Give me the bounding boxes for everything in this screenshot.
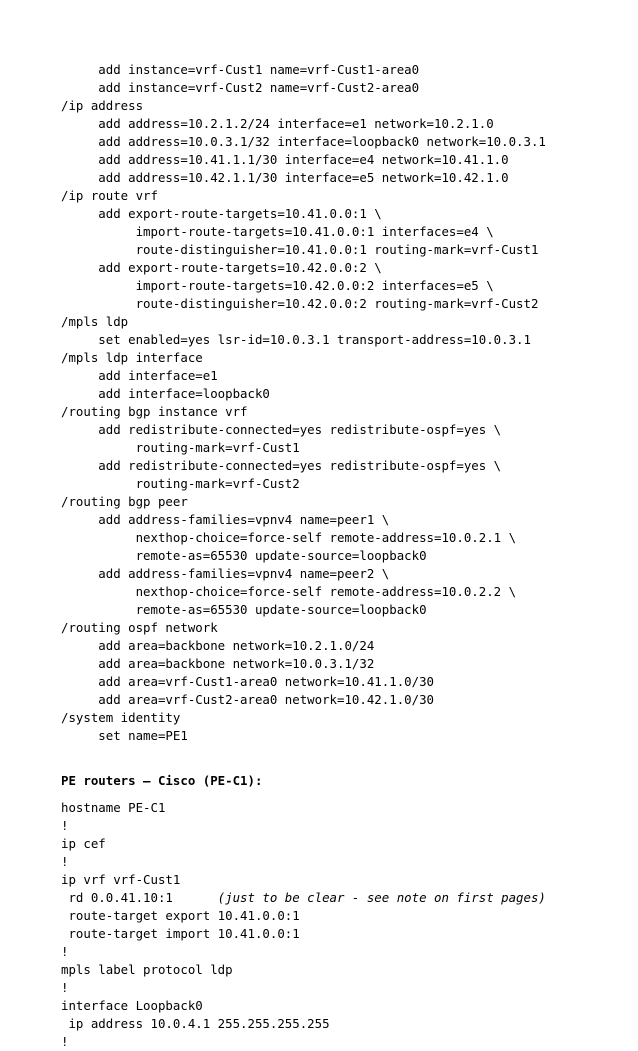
config-line: nexthop-choice=force-self remote-address=10.0.2.2 \ bbox=[61, 584, 517, 599]
config-line: add address-families=vpnv4 name=peer1 \ bbox=[61, 512, 390, 527]
config-line: route-distinguisher=10.41.0.0:1 routing-mark=vrf-Cust1 bbox=[61, 242, 539, 257]
config-line: /routing bgp instance vrf bbox=[61, 404, 248, 419]
rd-command: rd 0.0.41.10:1 bbox=[61, 890, 218, 905]
rd-note: (just to be clear - see note on first pages) bbox=[217, 890, 546, 905]
config-line: add address=10.2.1.2/24 interface=e1 network=10.2.1.0 bbox=[61, 116, 494, 131]
config-line: add area=vrf-Cust2-area0 network=10.42.1.0/30 bbox=[61, 692, 434, 707]
section-heading: PE routers – Cisco (PE-C1): bbox=[61, 773, 263, 788]
config-line: add address-families=vpnv4 name=peer2 \ bbox=[61, 566, 390, 581]
config-line: /mpls ldp bbox=[61, 314, 129, 329]
config-line: add export-route-targets=10.41.0.0:1 \ bbox=[61, 206, 382, 221]
config-line: routing-mark=vrf-Cust1 bbox=[61, 440, 300, 455]
config-line: remote-as=65530 update-source=loopback0 bbox=[61, 602, 427, 617]
config-line: interface Loopback0 bbox=[61, 998, 203, 1013]
config-line: mpls label protocol ldp bbox=[61, 962, 233, 977]
config-line: ! bbox=[61, 854, 69, 869]
config-line: /mpls ldp interface bbox=[61, 350, 203, 365]
config-line: route-distinguisher=10.42.0.0:2 routing-mark=vrf-Cust2 bbox=[61, 296, 539, 311]
config-line: routing-mark=vrf-Cust2 bbox=[61, 476, 300, 491]
config-line: /ip address bbox=[61, 98, 144, 113]
config-line: ip vrf vrf-Cust1 bbox=[61, 872, 181, 887]
config-line: add instance=vrf-Cust1 name=vrf-Cust1-area0 bbox=[61, 62, 420, 77]
config-line: add area=backbone network=10.0.3.1/32 bbox=[61, 656, 375, 671]
config-line: add address=10.42.1.1/30 interface=e5 network=10.42.1.0 bbox=[61, 170, 509, 185]
config-line: import-route-targets=10.41.0.0:1 interfaces=e4 \ bbox=[61, 224, 494, 239]
config-line: ! bbox=[61, 1034, 69, 1049]
config-line: nexthop-choice=force-self remote-address=10.0.2.1 \ bbox=[61, 530, 517, 545]
config-line: add address=10.0.3.1/32 interface=loopback0 network=10.0.3.1 bbox=[61, 134, 546, 149]
config-line: route-target import 10.41.0.0:1 bbox=[61, 926, 300, 941]
config-line: add address=10.41.1.1/30 interface=e4 network=10.41.1.0 bbox=[61, 152, 509, 167]
cisco-config-block bbox=[61, 799, 638, 889]
config-line: route-target export 10.41.0.0:1 bbox=[61, 908, 300, 923]
mikrotik-config-block bbox=[61, 61, 638, 745]
config-line: add area=vrf-Cust1-area0 network=10.41.1.0/30 bbox=[61, 674, 434, 689]
config-line: /routing bgp peer bbox=[61, 494, 188, 509]
config-line: add redistribute-connected=yes redistribute-ospf=yes \ bbox=[61, 422, 502, 437]
config-line: /ip route vrf bbox=[61, 188, 158, 203]
config-line: set enabled=yes lsr-id=10.0.3.1 transport-address=10.0.3.1 bbox=[61, 332, 531, 347]
config-line: set name=PE1 bbox=[61, 728, 188, 743]
config-line: add instance=vrf-Cust2 name=vrf-Cust2-area0 bbox=[61, 80, 420, 95]
config-line: /system identity bbox=[61, 710, 181, 725]
config-line: ip cef bbox=[61, 836, 106, 851]
config-line: /routing ospf network bbox=[61, 620, 218, 635]
config-line: remote-as=65530 update-source=loopback0 bbox=[61, 548, 427, 563]
config-line: ip address 10.0.4.1 255.255.255.255 bbox=[61, 1016, 330, 1031]
config-line: add export-route-targets=10.42.0.0:2 \ bbox=[61, 260, 382, 275]
config-line: add redistribute-connected=yes redistribute-ospf=yes \ bbox=[61, 458, 502, 473]
config-line: ! bbox=[61, 818, 69, 833]
config-line: add area=backbone network=10.2.1.0/24 bbox=[61, 638, 375, 653]
config-line: add interface=e1 bbox=[61, 368, 218, 383]
config-line: add interface=loopback0 bbox=[61, 386, 270, 401]
config-line: ! bbox=[61, 980, 69, 995]
config-line-rd bbox=[61, 889, 638, 907]
config-line: import-route-targets=10.42.0.0:2 interfaces=e5 \ bbox=[61, 278, 494, 293]
config-line: hostname PE-C1 bbox=[61, 800, 166, 815]
cisco-config-block-continued bbox=[61, 907, 638, 1051]
config-line: ! bbox=[61, 944, 69, 959]
